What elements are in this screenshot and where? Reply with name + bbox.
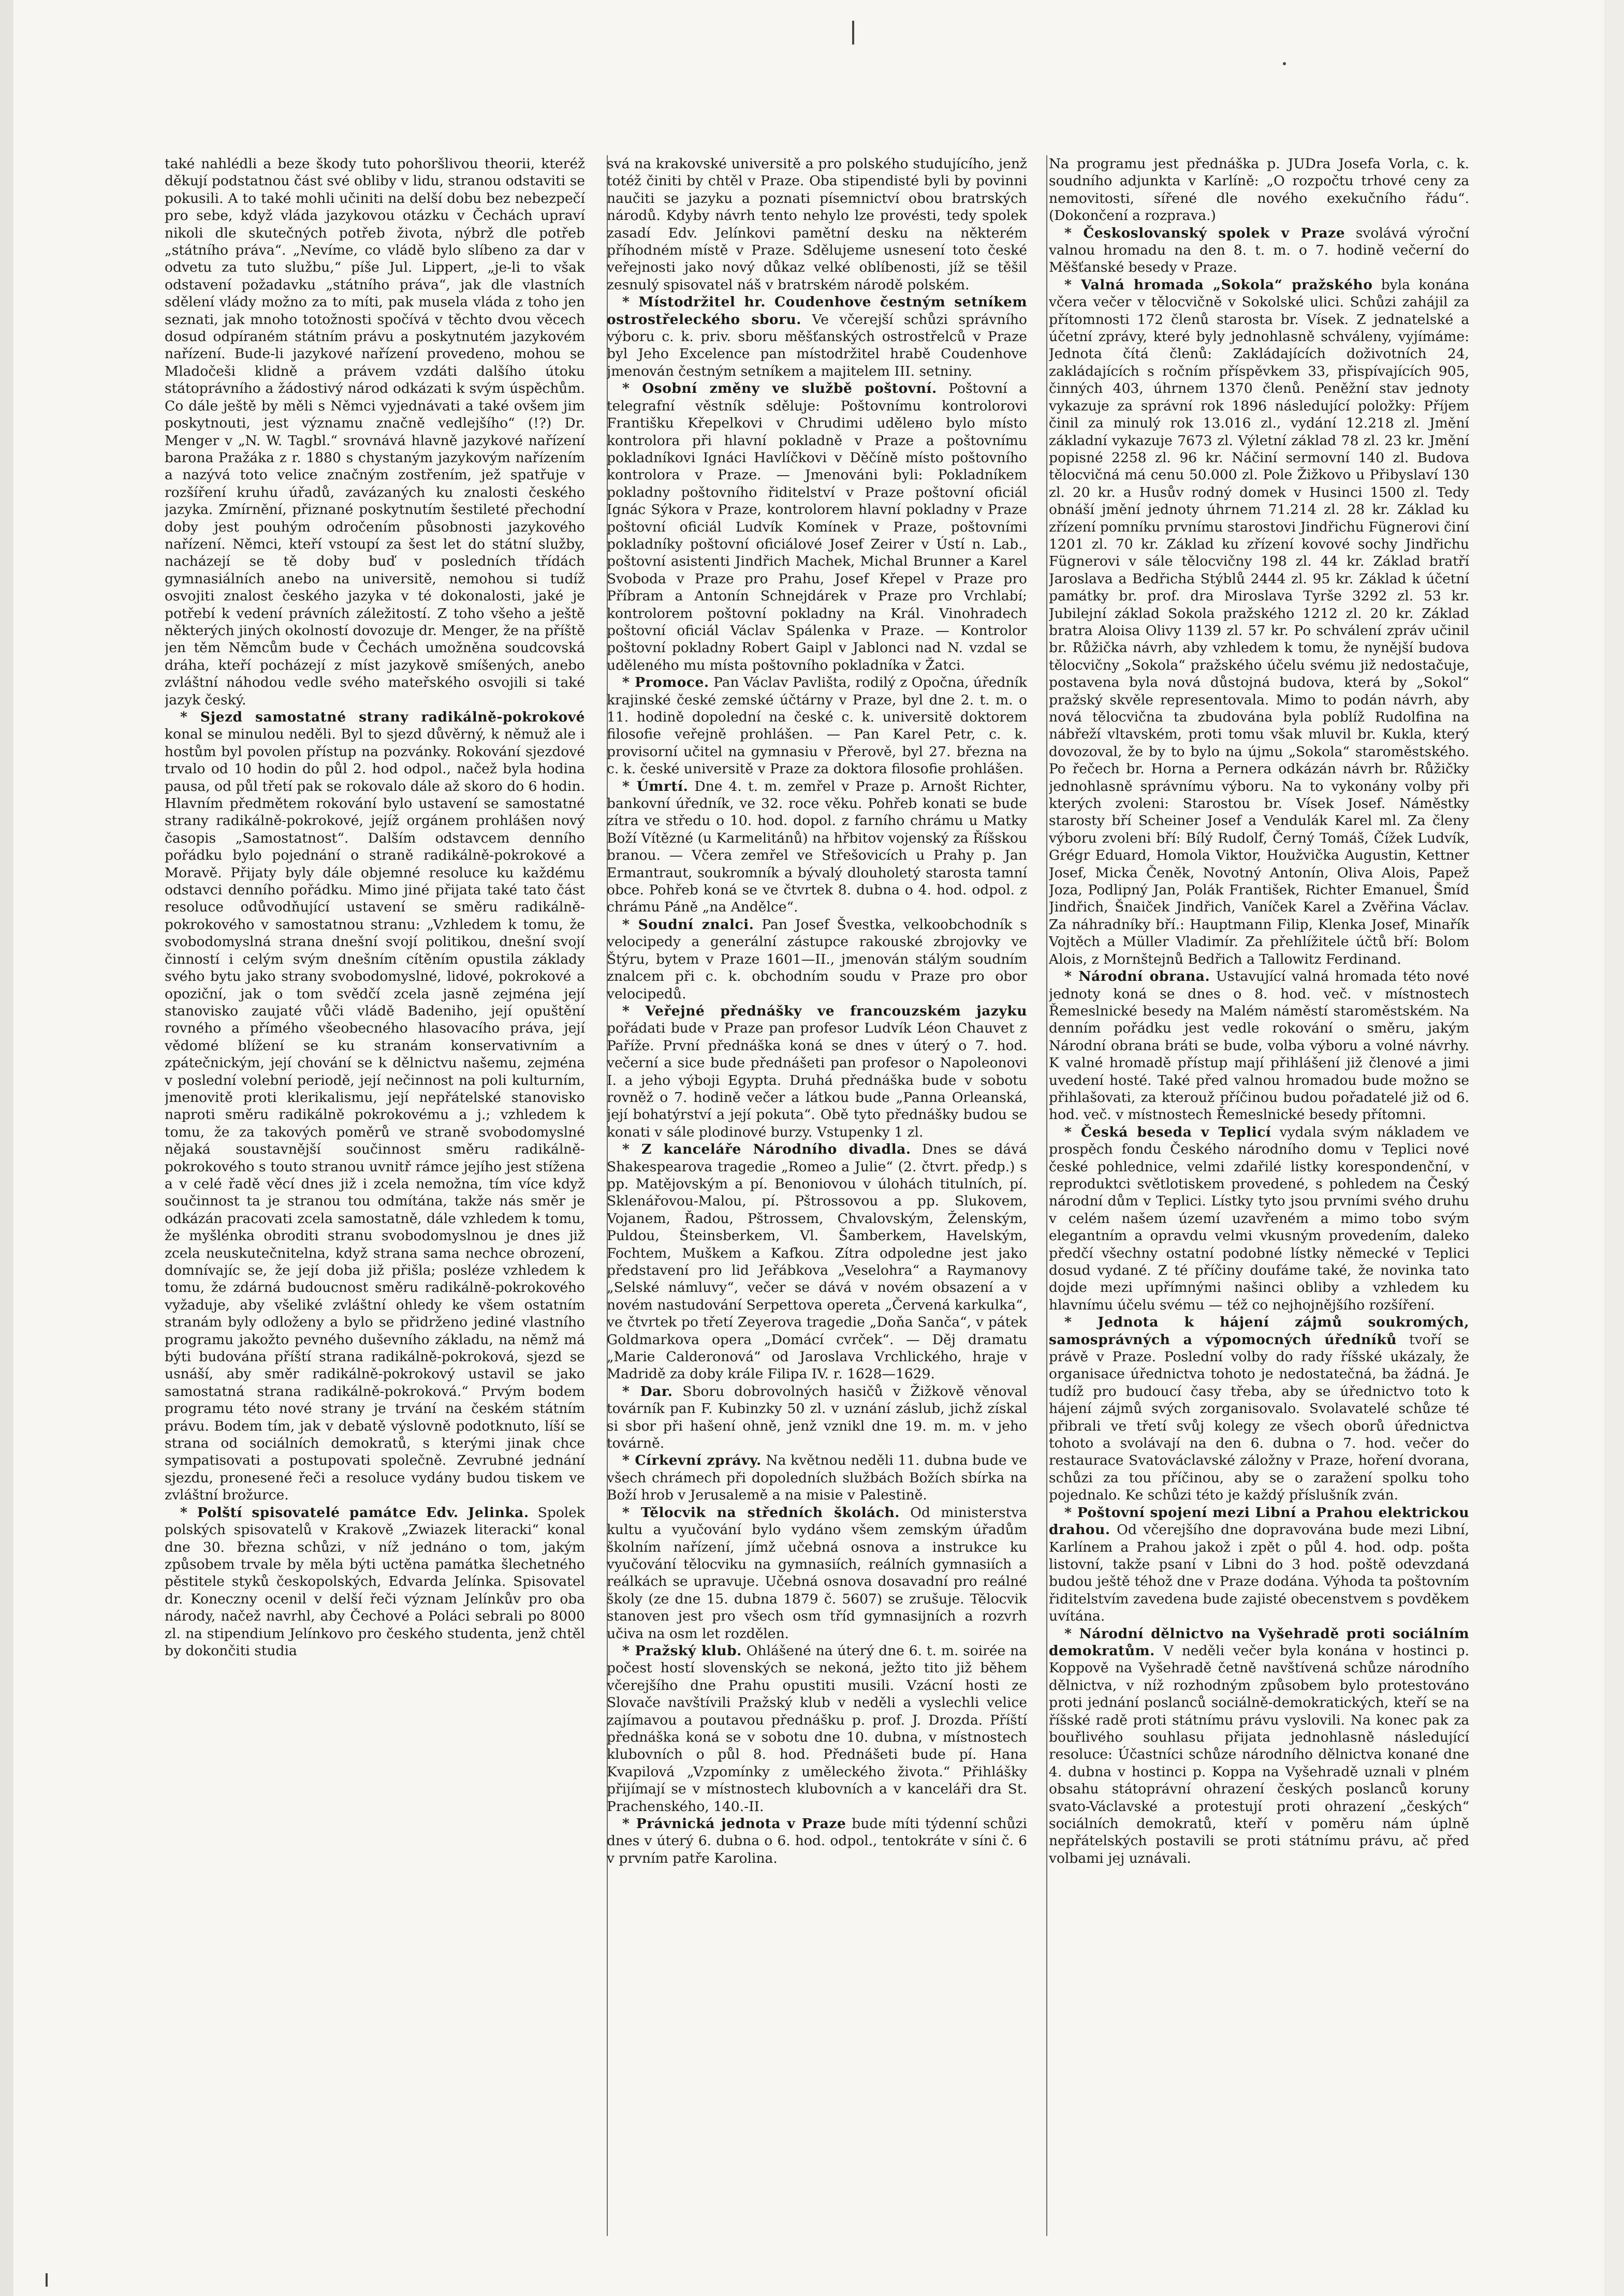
columns: [165, 155, 1469, 2236]
news-item-text: Dne 4. t. m. zemřel v Praze p. Arnošt Richter, bankovní úředník, ve 32. roce věku. Pohřeb konati se bude zítra ve středu o 10. hod. dopol. z farního chrámu u Matky Boží Vítězné (u Karmelitánů) na hřbitov vojenský za Říšskou branou. — Včera zemřel ve Střešovicích u Prahy p. Jan Ermantraut, soukromník a bývalý dlouholetý starosta tamní obce. Pohřeb koná se ve čtvrtek 8. dubna o 4. hod. odpol. z chrámu Páně „na Andělce“.: [607, 778, 1027, 916]
news-item-heading: * Jednota k hájení zájmů soukromých, samosprávných a výpomocných úředníků: [1049, 1314, 1469, 1348]
article-continuation: [1049, 155, 1469, 225]
news-item-text: Ve včerejší schůzi správního výboru c. k. priv. sboru měšťanských ostrostřelců v Praze byl Jeho Excelence pan místodržitel hrabě Coudenhove jmenován čestným setníkem a majitelem III. setniny.: [607, 311, 1027, 379]
news-item: [607, 1452, 1027, 1504]
news-item-text: pořádati bude v Praze pan profesor Ludvík Léon Chauvet z Paříže. První přednáška koná se dnes v úterý o 7. hod. večerní a sice bude přednášeti pan profesor o Napoleonovi I. a jeho výboji Egypta. Druhá přednáška bude v sobotu rovněž o 7. hodině večer a látkou bude „Panna Orleanská, její bohatýrství a její pokuta“. Obě tyto přednášky budou se konati v sále plodinové burzy. Vstupenky 1 zl.: [607, 1020, 1027, 1140]
news-item-text: tvoří se právě v Praze. Poslední volby do rady říšské ukázaly, že organisace úřednictva tohoto je nedostatečná, ba žádná. Je tudíž pro budoucí časy třeba, aby se úřednictvo toto k hájení zájmů svých zorganisovalo. Svolavatelé schůze té přibrali ve třetí svůj kolegy ze všech oborů úřednictva tohoto a svolávají na den 6. dubna o 7. hod. večer do restaurace Svatováclavské záložny v Praze, hoření dvorana, schůzi za tou příčinou, aby se o zaražení spolku toho pojednalo. Ke schůzi této je každý příslušník zván.: [1049, 1331, 1469, 1504]
news-item-text: Ustavující valná hromada této nové jednoty koná se dnes o 8. hod. več. v místnostech Řemeslnické besedy na Malém náměstí staroměstském. Na denním pořádku jest vedle rokování o směru, jakým Národní obrana bráti se bude, volba výboru a volné návrhy. K valné hromadě přístup mají přihlášení již členové a jimi uvedení hosté. Také před valnou hromadou bude možno se přihlašovati, za kterouž příčinou budou pořadatelé již od 6. hod. več. v místnostech Řemeslnické besedy přítomni.: [1049, 968, 1469, 1123]
news-item-heading: * Veřejné přednášky ve francouzském jazyku: [622, 1003, 1027, 1019]
news-item: [1049, 1625, 1469, 1867]
news-item: [165, 1504, 585, 1660]
news-item-text: Pan Josef Švestka, velkoobchodník s velocipedy a generální zástupce rakouské zbrojovky ve Štýru, bytem v Praze 1601—II., jmenován stálým soudním znalcem při c. k. obchodním soudu v Praze pro obor velocipedů.: [607, 916, 1027, 1002]
news-item-text: byla konána včera večer v tělocvičně v Sokolské ulici. Schůzi zahájil za přítomnosti 172 členů starosta br. Vísek. Z jednatelské a účetní zprávy, které byly jednohlasně schváleny, vyjímáme: Jednota čítá členů: Zakládajících doživotních 24, zakládajících s ročním příspěvkem 33, přispívajících 905, činných 403, úhrnem 1370 členů. Peněžní stav jednoty vykazuje za správní rok 1896 následující položky: Příjem činil za minulý rok 13.016 zl., vydání 12.218 zl. Jmění základní vykazuje 7673 zl. Výletní základ 78 zl. 23 kr. Jmění popisné 2258 zl. 96 kr. Náčiní sermovní 140 zl. Budova tělocvičná má cenu 50.000 zl. Pole Žižkovo u Přibyslaví 130 zl. 20 kr. a Husův rodný domek v Husinci 1500 zl. Tedy obnáší jmění jednoty úhrnem 71.214 zl. 28 kr. Základ ku zřízení pomníku prvnímu starostovi Jindřichu Fügnerovi činí 1201 zl. 70 kr. Základ ku zřízení kovové sochy Jindřichu Fügnerovi v sále tělocvičny 198 zl. 44 kr. Základ bratří Jaroslava a Bedřicha Stýblů 2444 zl. 95 kr. Základ k účetní památky br. prof. dra Miroslava Tyrše 3292 zl. 53 kr. Jubilejní základ Sokola pražského 1212 zl. 20 kr. Základ bratra Aloisa Olivy 1139 zl. 57 kr. Po schválení zpráv učinil br. Růžička návrh, aby vzhledem k tomu, že nynější budova tělocvičny „Sokola“ pražského účelu svému již nedostačuje, postavena byla nová důstojná budova, která by „Sokol“ pražský skvěle representovala. Mimo to podán návrh, aby nová tělocvična ta zbudována byla poblíž Rudolfina na nábřeží vltavském, proti tomu však mluvil br. Kukla, který dovozoval, že by to bylo na újmu „Sokola“ staroměstského. Po řečech br. Hornа a Pernera odkázán návrh br. Růžičky jednohlasně správnímu výboru. Na to vykonány volby při kterých zvoleni: Starostou br. Vísek Josef. Náměstky starosty bří Scheiner Josef a Vendulák Karel ml. Za členy výboru zvoleni bří: Bílý Rudolf, Černý Tomáš, Čížek Ludvík, Grégr Eduard, Homola Viktor, Houžvička Augustin, Kettner Josef, Micka Čeněk, Novotný Antonín, Oliva Alois, Papež Joza, Podlipný Jan, Polák František, Richter Emanuel, Šmíd Jindřich, Šnaiček Jindřich, Vaníček Karel a Zvěřina Václav. Za náhradníky bří.: Hauptmann Filip, Klenka Josef, Minařík Vojtěch a Müller Vladimír. Za přehlížitele účtů bří: Bolom Alois, z Mornštejnů Bedřich a Tallowitz Ferdinand.: [1049, 276, 1469, 967]
news-item-text: Spolek polských spisovatelů v Krakově „Zwiazek literacki“ konal dne 30. března schůzi, v níž jednáno o tom, jakým způsobem trvale by měla býti uctěna památka šlechetného pěstitele styků českopolských, Edvarda Jelínka. Spisovatel dr. Koneczny ocenil v delší řeči význam Jelínkův pro oba národy, načež navrhl, aby Čechové a Poláci sebrali po 8000 zl. na stipendium Jelínkovo pro českého studenta, jenž chtěl by dokončiti studia: [165, 1504, 585, 1659]
column-1: [165, 155, 585, 2236]
news-item: [607, 293, 1027, 380]
news-item-text: Sboru dobrovolných hasičů v Žižkově věnoval továrník pan F. Kubinzky 50 zl. v uznání záslub, jichž získal si sbor při hašení ohně, jenž vznikl dne 19. m. m. v jeho továrně.: [607, 1383, 1027, 1452]
news-item: [607, 1815, 1027, 1867]
news-item-heading: * Pražský klub.: [622, 1642, 742, 1659]
column-2: [607, 155, 1027, 2236]
news-item-heading: * Národní dělnictvo na Vyšehradě proti sociálním demokratům.: [1049, 1625, 1469, 1659]
news-item: [607, 1642, 1027, 1815]
news-item-heading: * Dar.: [622, 1383, 673, 1400]
news-item-text: Na květnou neděli 11. dubna bude ve všech chrámech při dopoledních službách Božích sbírka na Boží hrob v Jerusalemě a na misie v Palestině.: [607, 1452, 1027, 1504]
scan-mark-bottom: [46, 2273, 48, 2287]
news-item: [607, 916, 1027, 1003]
news-item: [1049, 968, 1469, 1124]
news-item: [607, 1504, 1027, 1642]
news-item-heading: * Poštovní spojení mezi Libní a Prahou elektrickou drahou.: [1049, 1504, 1469, 1538]
article-continuation: [165, 155, 585, 709]
news-item: [1049, 1124, 1469, 1314]
news-item-text: Poštovní a telegrafní věstník sděluje: Poštovnímu kontrolorovi Františku Křepelkovi v Chrudimi udělено bylo místo kontrolora při hlavní pokladně v Praze a poštovnímu pokladníkovi Ignáci Havlíčkovi v Děčíně místo poštovního kontrolora v Praze. — Jmenováni byli: Pokladníkem pokladny poštovního řiditelství v Praze poštovní oficiál Ignác Sýkora v Praze, kontrolorem hlavní pokladny v Praze poštovní oficiál Ludvík Komínek v Praze, poštovními pokladníky poštovní oficiálové Josef Zeirer v Ústí n. Lab., poštovní asistenti Jindřich Machek, Michal Brunner a Karel Svoboda v Praze pro Prahu, Josef Křepel v Praze pro Příbram a Antonín Schnejdárek v Praze pro Vrchlabí; kontrolorem poštovní pokladny na Král. Vinohradech poštovní oficiál Václav Spálenka v Praze. — Kontrolor poštovní pokladny Robert Gaipl v Jablonci nad N. vzdal se udělеného mu místa poštovního pokladníka v Žatci.: [607, 380, 1027, 673]
scan-left-edge: [0, 0, 13, 2296]
news-item-heading: * Česká beseda v Teplicí: [1064, 1124, 1271, 1140]
news-item-text: vydala svým nákladem ve prospěch fondu Českého národního domu v Teplici nové české pohlednice, velmi zdařilé listky korespondenční, v reproduktci světlotiskem provedené, s pohledem na Český národní dům v Teplici. Lístky tyto jsou prvními svého druhu v celém našem území uzavřeném a mimo tobo svým elegantním a opravdu velmi vkusným provedením, daleko předčí všechny ostatní podobné lístky německé v Teplici dosud vydané. Z té příčiny doufáme také, že novinka tato dojde mezi upřímnými našinci obliby a vzhledem ku hlavnímu účelu svému — též co nejhojnějšího rozšíření.: [1049, 1124, 1469, 1313]
news-item-text: V neděli večer byla konána v hostinci p. Koppově na Vyšehradě četně navštívená schůze národního dělnictva, v níž rozhodným způsobem bylo protestováno proti jednání poslanců sociálně-demokratických, kteří se na říšské radě proti státnímu právu vyslovili. Na konec pak za bouřlivého souhlasu přijata jednohlasně následující resoluce: Účastníci schůze národního dělnictva konané dne 4. dubna v hostinci p. Koppa na Vyšehradě uznali v plném obsahu státoprávní ohrazení českých poslanců koruny svato-Václavské a protestují proti ohrazení „českých“ sociálních demokratů, kteří v poměru nám úplně nepřátelských postavili se proti státnímu právu, ač před volbami jej uznávali.: [1049, 1642, 1469, 1866]
news-item-text: Od ministerstva kultu a vyučování bylo vydáno všem zemským úřadům školním nařízení, jímž učebná osnova a instrukce ku vyučování tělocviku na gymnasiích, reálních gymnasiích a reálkách se upravuje. Učebná osnova dosavadní pro reálné školy (ze dne 15. dubna 1879 č. 5607) se zrušuje. Tělocvik stanoven jest pro všech osm tříd gymnasijních a rozvrh učiva na osm let rozdělen.: [607, 1504, 1027, 1642]
news-item-heading: * Národní obrana.: [1064, 968, 1210, 985]
news-item-heading: * Osobní změny ve službě poštovní.: [622, 380, 937, 397]
news-item: [1049, 1314, 1469, 1504]
news-item-heading: * Úmrtí.: [622, 778, 689, 794]
news-item-heading: * Soudní znalci.: [622, 916, 754, 933]
news-item: [1049, 225, 1469, 276]
news-item-heading: * Valná hromada „Sokola“ pražského: [1064, 276, 1373, 293]
news-item-text: svolává výroční valnou hromadu na den 8. t. m. o 7. hodině večerní do Měšťanské besedy v Praze.: [1049, 225, 1469, 276]
news-item: [607, 1003, 1027, 1141]
news-item-text: Ohlášené na úterý dne 6. t. m. soirée na počest hostí slovenských se nekoná, ježto tito již během včerejšího dne Prahu opustiti musili. Vzácní hosti ze Slovače navštívili Pražský klub v neděli a vyslechli velice zajímavou a poutavou přednášku p. prof. J. Drozda. Příští přednáška koná se v sobotu dne 10. dubna, v místnostech klubovních o půl 8. hod. Přednášeti bude pí. Hana Kvapilová „Vzpomínky z uměleckého života.“ Přihlášky přijímají se v místnostech klubovních a v kanceláři dra St. Prachenského, 140.-II.: [607, 1642, 1027, 1815]
column-3: [1049, 155, 1469, 2236]
news-item-heading: * Místodržitel hr. Coudenhove čestným setníkem ostrostřeleckého sboru.: [607, 294, 1027, 328]
news-item-heading: * Polští spisovatelé památce Edv. Jelinka.: [180, 1504, 529, 1521]
scan-speck: [1283, 62, 1286, 65]
news-item-text: bude míti týdenní schůzi dnes v úterý 6. dubna o 6. hod. odpol., tentokráte v síni č. 6 v prvním patře Karolina.: [607, 1816, 1027, 1866]
article-continuation: [607, 155, 1027, 293]
scan-right-edge: [1604, 0, 1624, 2296]
news-item: [607, 1383, 1027, 1452]
news-item-heading: * Českoslovanský spolek v Praze: [1064, 225, 1345, 241]
news-item-heading: * Církevní zprávy.: [622, 1452, 762, 1469]
news-item-text: Na programu jest přednáška p. JUDra Josefa Vorla, c. k. soudního adjunkta v Karlíně: „O rozpočtu trhové ceny za nemovitosti, sířené dle nového exekučního řádu“. (Dokončení a rozprava.): [1049, 156, 1469, 224]
news-item-heading: * Právnická jednota v Praze: [622, 1816, 846, 1832]
news-item: [607, 778, 1027, 916]
news-item: [1049, 276, 1469, 968]
news-item: [165, 709, 585, 1504]
news-item: [607, 1141, 1027, 1383]
news-item-text: Dnes se dává Shakespearova tragedie „Romeo a Julie“ (2. čtvrt. předp.) s pp. Matějovským a pí. Benoniovou v úlohách titulních, pí. Sklenářovou-Malou, pí. Pštrossovou a pp. Slukovem, Vojanem, Řadou, Pštrossem, Chvalovským, Želenským, Puldou, Šteinsberkem, Vl. Šamberkem, Havelským, Fochtem, Muškem a Kafkou. Zítra odpoledne jest jako představení pro lid Jeřábkova „Veselohra“ a Raymanovy „Selské námluvy“, večer se dává v novém obsazení a v novém nastudování Serpettova opereta „Červená karkulka“, ve čtvrtek po třetí Zeyerova tragedie „Doňa Sančа“, v pátek Goldmarkova opera „Domácí cvrček“. — Děj dramatu „Marie Calderonová“ od Jaroslava Vrchlického, hraje v Madridě za doby krále Filipa IV. r. 1628—1629.: [607, 1141, 1027, 1382]
news-item-heading: * Tělocvik na středních školách.: [622, 1504, 900, 1521]
news-item-heading: * Promoce.: [622, 674, 709, 691]
news-item: [1049, 1504, 1469, 1625]
news-item-text: Od včerejšího dne dopravována bude mezi Libní, Karlínem a Prahou jakož i zpět o půl 4. hod. odp. pošta listovní, takže psaní v Libni do 3 hod. poště odevzdaná budou ještě téhož dne v Praze dodána. Výhoda ta poštovním řiditelstvím zavedena bude zajisté obecenstvem s povděkem uvítána.: [1049, 1522, 1469, 1625]
scan-mark-top: [852, 21, 854, 45]
news-item-text: také nahlédli a beze škody tuto pohoršlivou theorii, kteréž děkují podstatnou část své obliby v lidu, stranou odstaviti se pokusili. A to také mohli učiniti na delší dobu bez nebezpečí pro sebe, když vláda jazykovou otázku v Čechách upraví nikoli dle skutečných potřeb života, nýbrž dle potřeb „státního práva“. „Nevíme, co vládě bylo slíbeno za dar v odvetu za tuto službu,“ píše Jul. Lippert, „je-li to však odstavení požadavku „státního práva“, jak dle vlastních sdělení vlády možno za to míti, pak musela vláda z toho jen seznati, jak mnoho totožnosti spočívá v těchto dvou věcech dosud odpíraném státním právu a poskytnutém jazykovém nařízení. Bude-li jazykové nařízení provedeno, mohou se Mladočeši klidně a právem vzdáti dalšího útoku státoprávního a žádostivý národ odkázati k svým úspěchům. Co dále ještě by měli s Němci vyjednávati a také ovšem jim poskytnouti, jest významu značně vedlejšího“ (!?) Dr. Menger v „N. W. Tagbl.“ srovnává hlavně jazykové nařízení barona Pražáka z r. 1880 s chystaným jazykovým nařízením a nazývá toto velice značným zostřením, jež spatřuje v rozšíření kruhu úřadů, zavázaných ku znalosti českého jazyka. Zmírnění, přiznané poskytnutím šestileté přechodní doby jest pouhým odročením působnosti jazykového nařízení. Němci, kteří vstoupí za šest let do státní služby, nacházejí se tě doby buď v posledních třídách gymnasiálních anebo na universitě, nemohou si tudíž osvojiti znalost českého jazyka v té dokonalosti, jaké je potřebí k vedení právních záležitostí. Z toho všeho a ještě některých jiných okolností dovozuje dr. Menger, že na příště jen těm Němcům bude v Čechách umožněna soudcovská dráha, kteří pocházejí z míst jazykově smíšených, anebo zvláštní náhodou vedle svého mateřského osvojili si také jazyk český.: [165, 156, 585, 708]
news-item-text: Pan Václav Pavlišta, rodilý z Opočna, úředník krajinské české zemské účtárny v Praze, byl dne 2. t. m. o 11. hodině dopolední na české c. k. universitě doktorem filosofie veřejně prohlášen. — Pan Karel Petr, c. k. provisorní učitel na gymnasiu v Přerově, byl 27. března na c. k. české universitě v Praze za doktora filosofie prohlášen.: [607, 674, 1027, 777]
news-item-heading: * Z kanceláře Národního divadla.: [622, 1141, 911, 1158]
news-item-text: konal se minulou neděli. Byl to sjezd důvěrný, k němuž ale i hostům byl povolen přístup na pozvánky. Rokování sjezdové trvalo od 10 hodin do půl 2. hod odpol., načež byla hodina pausa, od půl třetí pak se rokovalo dále až skoro do 6 hodin. Hlavním předmětem rokování bylo ustavení se samostatné strany radikálně-pokrokové, jejíž orgánem prohlášen nový časopis „Samostatnost“. Dalším odstavcem denního pořádku bylo pojednání o straně radikálně-pokrokové a Moravě. Přijaty byly dále objemné resoluce ku každému odstavci denního pořádku. Mimo jiné přijata také tato část resoluce odůvodňující ustavení se směru radikálně-pokrokového v samostatnou stranu: „Vzhledem k tomu, že svobodomyslná strana dnešní svojí politikou, dnešní svojí činností i celým svým dnešním cítěním opustila základy svého bytu jako strany svobodomyslné, lidové, pokrokové a opoziční, jak o tom svědčí zcela jasně zejména její stanovisko zaujaté vůči vládě Badeniho, její opuštění rovného a přímého všeobecného hlasovacího práva, její vědomé blížení se ku stranám konservativním a zpátečnickým, její chování se k dělnictvu našemu, zejména v poslední volební periodě, její nečinnost na poli kulturním, jmenovitě proti klerikalismu, její nepřátelské stanovisko naproti směru radikálně pokrokovému a j.; vzhledem k tomu, že za takových poměrů ve straně svobodomyslné nějaká soustavnější součinnost směru radikálně-pokrokového s touto stranou uvnitř rámce jejího jest stížena a v celé řadě věcí dnes již i zcela nemožna, tím více když součinnost ta je stranou tou odmítána, takže nás směr je odkázán pracovati zcela samostatně, dále vzhledem k tomu, že myšlénka obroditi stranu svobodomyslnou je dnes již zcela neuskutečnitelna, když strana sama nechce obrození, domnívajíc se, že její doba již přišla; posléze vzhledem k tomu, že zdárná budoucnost směru radikálně-pokrokového vyžaduje, aby všeliké zvláštní ohledy ke všem ostatním stranám byly odloženy a bylo se přidrženo jediné vlastního programu jakožto pevného duševního základu, na němž má býti budována příští strana radikálně-pokroková, sjezd se usnáší, aby směr radikálně-pokrokový ustavil se jako samostatná strana radikálně-pokroková.“ Prvým bodem programu této nové strany je trvání na českém státním právu. Bodem tím, jak v debatě výslovně podotknuto, líší se strana od sociálních demokratů, s kterými jinak chce sympatisovati a postupovati společně. Zevrubné jednání sjezdu, pronesené řeči a resoluce vydány budou tiskem ve zvláštní brožurce.: [165, 726, 585, 1504]
news-item: [607, 674, 1027, 777]
news-item-text: svá na krakovské universitě a pro polského studujícího, jenž totéž činiti by chtěl v Praze. Oba stipendisté byli by povinni naučiti se jazyku a poznati písemnictví obou bratrských národů. Kdyby návrh tento nehylo lze provésti, tedy spolek zasadí Edv. Jelínkovi pamětní desku na některém příhodném místě v Praze. Sdělujeme usnesení toto české veřejnosti jako nový důkaz velké oblíbenosti, jíž se těšil zesnulý spisovatel náš v bratrském národě polském.: [607, 156, 1027, 293]
news-item-heading: * Sjezd samostatné strany radikálně-pokrokové: [180, 709, 585, 725]
news-item: [607, 380, 1027, 674]
